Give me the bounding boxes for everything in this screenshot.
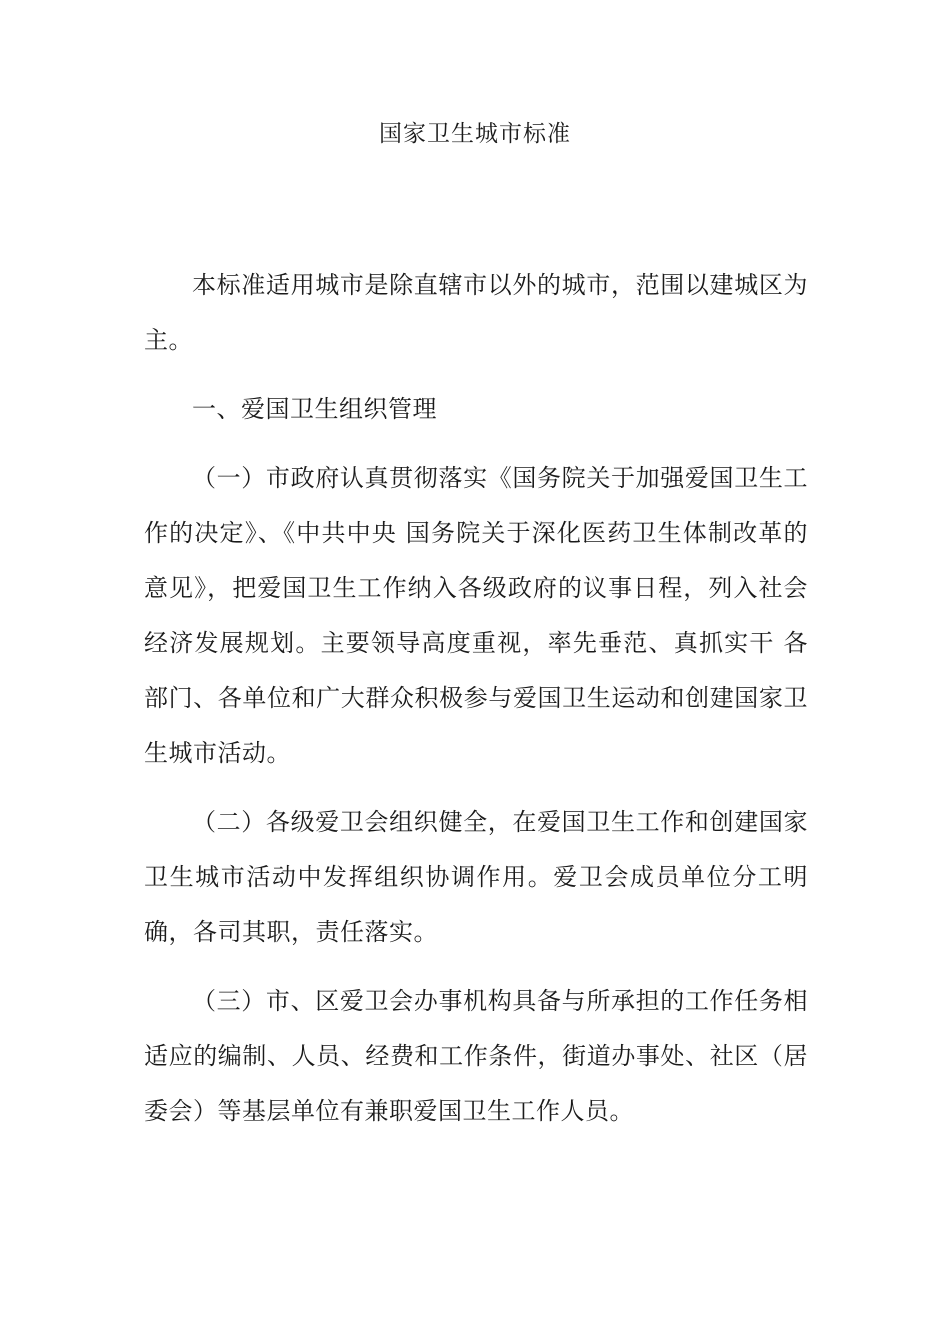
clause-paragraph-2: （二）各级爱卫会组织健全，在爱国卫生工作和创建国家卫生城市活动中发挥组织协调作用。爱卫会成员单位分工明确，各司其职，责任落实。 [144,808,808,946]
section-heading: 一、爱国卫生组织管理 [192,395,437,423]
scope-paragraph: 本标准适用城市是除直辖市以外的城市，范围以建城区为主。 [144,271,808,354]
document-body [144,258,808,1139]
clause-paragraph-3: （三）市、区爱卫会办事机构具备与所承担的工作任务相适应的编制、人员、经费和工作条件，街道办事处、社区（居委会）等基层单位有兼职爱国卫生工作人员。 [144,987,808,1125]
document-title: 国家卫生城市标准 [379,121,571,147]
clause-paragraph-1: （一）市政府认真贯彻落实《国务院关于加强爱国卫生工作的决定》、《中共中央 国务院关于深化医药卫生体制改革的意见》，把爱国卫生工作纳入各级政府的议事日程，列入社会经济发展规划。主要领导高度重视，率先垂范、真抓实干 各部门、各单位和广大群众积极参与爱国卫生运动和创建国家卫生城市活动。 [144,464,808,767]
